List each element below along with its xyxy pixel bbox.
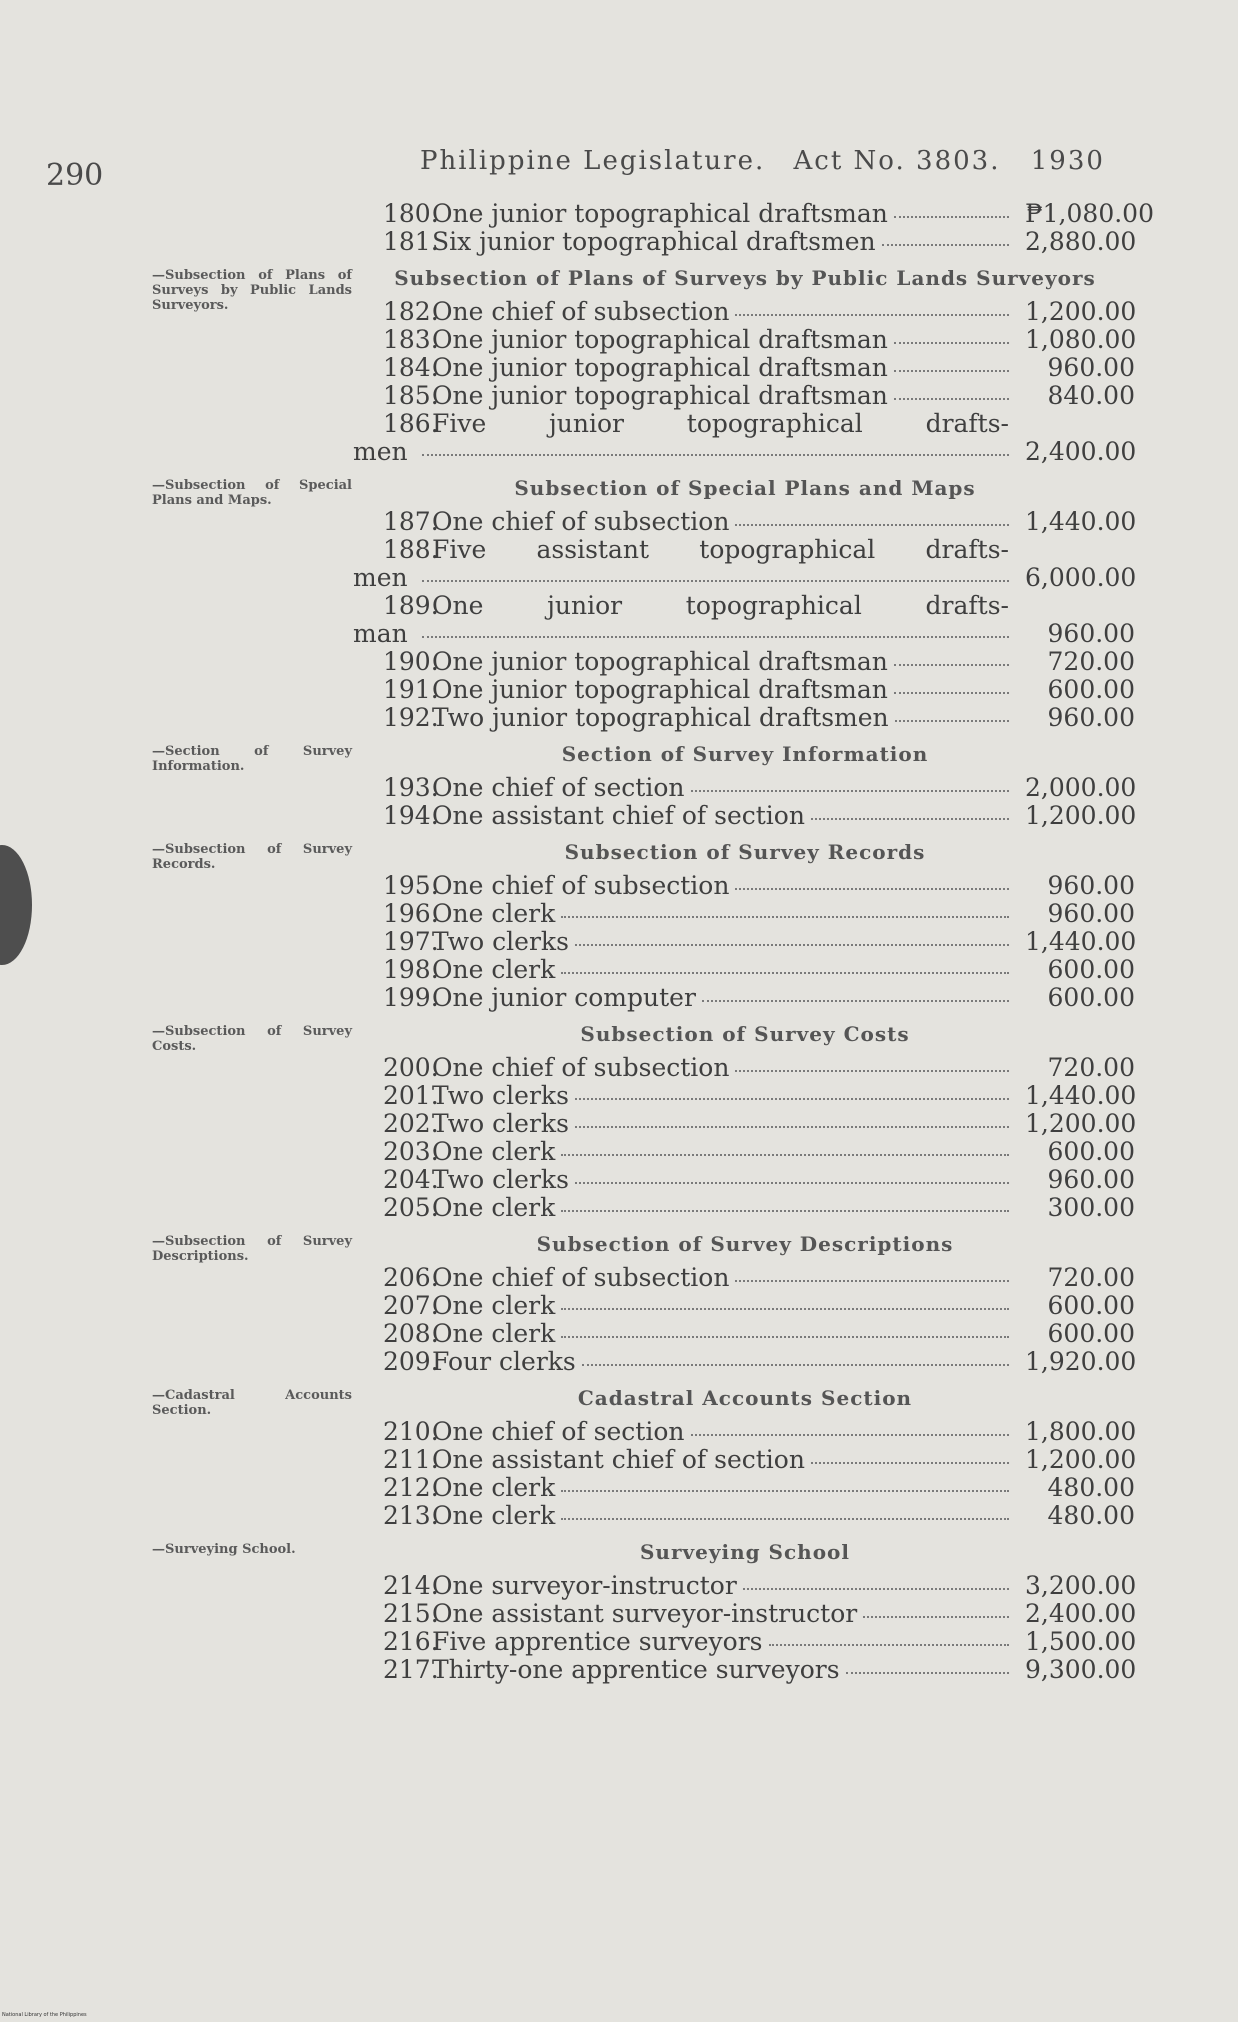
line-item	[355, 228, 1135, 256]
item-number: 208.	[383, 1319, 439, 1348]
line-item	[355, 326, 1135, 354]
item-amount: 1,200.00	[1025, 1109, 1137, 1138]
item-amount: 720.00	[1047, 1263, 1135, 1292]
margin-note: —Subsection of Plans of Surveys by Public Lands Surveyors.	[152, 268, 352, 313]
line-item	[355, 1194, 1135, 1222]
item-description-continuation: man	[353, 619, 408, 648]
item-description: One surveyor-instructor	[432, 1571, 737, 1600]
item-number: 195.	[383, 871, 439, 900]
item-amount: 300.00	[1047, 1193, 1135, 1222]
item-amount: 1,440.00	[1025, 1081, 1137, 1110]
item-amount: 1,500.00	[1025, 1627, 1137, 1656]
line-item	[355, 928, 1135, 956]
item-number: 180.	[383, 199, 439, 228]
item-description: One junior computer	[432, 983, 696, 1012]
item-number: 212.	[383, 1473, 439, 1502]
running-head-act: Act No. 3803.	[793, 146, 1001, 176]
page-number: 290	[46, 158, 104, 193]
item-description: Two clerks	[432, 1109, 569, 1138]
item-amount: 1,440.00	[1025, 927, 1137, 956]
item-description: Four clerks	[432, 1347, 576, 1376]
item-description: One junior topographical draftsman	[432, 675, 888, 704]
item-description: One chief of subsection	[432, 507, 730, 536]
item-description: One junior topographical draftsman	[432, 647, 888, 676]
dot-leader	[769, 1644, 1009, 1646]
item-description: Two junior topographical draftsmen	[432, 703, 889, 732]
item-description: One clerk	[432, 1291, 556, 1320]
dot-leader	[894, 398, 1009, 400]
item-description: Two clerks	[432, 1165, 569, 1194]
item-amount: 600.00	[1047, 675, 1135, 704]
item-description: One clerk	[432, 955, 556, 984]
dot-leader	[575, 944, 1009, 946]
item-amount: 600.00	[1047, 1291, 1135, 1320]
item-number: 198.	[383, 955, 439, 984]
item-amount: 720.00	[1047, 1053, 1135, 1082]
item-amount: 600.00	[1047, 955, 1135, 984]
item-number: 185.	[383, 381, 439, 410]
item-number: 214.	[383, 1571, 439, 1600]
item-description-continuation: men	[353, 563, 408, 592]
item-amount: 3,200.00	[1025, 1571, 1137, 1600]
dot-leader	[882, 244, 1009, 246]
item-description: One chief of section	[432, 773, 685, 802]
line-item-continuation	[353, 620, 1135, 648]
dot-leader	[422, 454, 1009, 456]
line-item	[355, 648, 1135, 676]
margin-note: —Subsection of Survey Records.	[152, 842, 352, 872]
item-number: 193.	[383, 773, 439, 802]
item-description: One chief of subsection	[432, 871, 730, 900]
line-item	[355, 1138, 1135, 1166]
section-heading: Cadastral Accounts Section	[577, 1386, 913, 1410]
line-item	[355, 900, 1135, 928]
item-description-continuation: men	[353, 437, 408, 466]
dot-leader	[811, 1462, 1009, 1464]
item-number: 200.	[383, 1053, 439, 1082]
item-amount: 2,880.00	[1025, 227, 1137, 256]
line-item	[355, 872, 1135, 900]
dot-leader	[894, 216, 1009, 218]
dot-leader	[863, 1616, 1009, 1618]
item-number: 182.	[383, 297, 439, 326]
line-item	[355, 1348, 1135, 1376]
item-description: Five apprentice surveyors	[432, 1627, 763, 1656]
dot-leader	[582, 1364, 1009, 1366]
dot-leader	[561, 1154, 1009, 1156]
item-description: One chief of subsection	[432, 1263, 730, 1292]
item-amount: 600.00	[1047, 983, 1135, 1012]
dot-leader	[735, 524, 1009, 526]
item-description: Five assistant topographical drafts-	[432, 535, 1009, 564]
item-number: 206.	[383, 1263, 439, 1292]
line-item	[355, 1054, 1135, 1082]
line-item	[355, 676, 1135, 704]
item-amount: 1,920.00	[1025, 1347, 1137, 1376]
item-number: 190.	[383, 647, 439, 676]
line-item	[355, 354, 1135, 382]
item-description: One clerk	[432, 1193, 556, 1222]
item-number: 199.	[383, 983, 439, 1012]
item-description: One clerk	[432, 899, 556, 928]
line-item	[355, 1418, 1135, 1446]
line-item	[355, 1082, 1135, 1110]
dot-leader	[691, 790, 1009, 792]
dot-leader	[575, 1182, 1009, 1184]
thumb-shadow	[0, 845, 32, 965]
item-description: One assistant chief of section	[432, 801, 805, 830]
margin-note: —Subsection of Special Plans and Maps.	[152, 478, 352, 508]
item-amount: 960.00	[1047, 899, 1135, 928]
dot-leader	[894, 370, 1009, 372]
item-amount: 480.00	[1047, 1501, 1135, 1530]
appropriation-list	[353, 199, 1154, 1684]
item-amount: 6,000.00	[1025, 563, 1137, 592]
item-amount: 960.00	[1047, 353, 1135, 382]
item-description: One junior topographical draftsman	[432, 353, 888, 382]
line-item	[355, 536, 1135, 564]
dot-leader	[422, 636, 1009, 638]
running-head	[420, 146, 1105, 176]
section-heading: Subsection of Special Plans and Maps	[514, 476, 976, 500]
section-heading: Subsection of Plans of Surveys by Public Lands Surveyors	[394, 266, 1096, 290]
item-description: One junior topographical draftsman	[432, 381, 888, 410]
dot-leader	[561, 1336, 1009, 1338]
item-number: 213.	[383, 1501, 439, 1530]
item-amount: 2,400.00	[1025, 437, 1137, 466]
item-number: 217.	[383, 1655, 439, 1684]
dot-leader	[894, 342, 1009, 344]
dot-leader	[561, 1490, 1009, 1492]
item-number: 210.	[383, 1417, 439, 1446]
item-number: 209.	[383, 1347, 439, 1376]
item-description: One clerk	[432, 1319, 556, 1348]
margin-note: —Surveying School.	[152, 1542, 296, 1557]
item-amount: 960.00	[1047, 871, 1135, 900]
line-item	[355, 956, 1135, 984]
dot-leader	[561, 1210, 1009, 1212]
item-description: One chief of section	[432, 1417, 685, 1446]
item-number: 207.	[383, 1291, 439, 1320]
line-item	[355, 704, 1135, 732]
item-description: One junior topographical drafts-	[432, 591, 1009, 620]
line-item	[355, 410, 1135, 438]
item-amount: 480.00	[1047, 1473, 1135, 1502]
dot-leader	[735, 888, 1009, 890]
item-description: Six junior topographical draftsmen	[432, 227, 876, 256]
footer-credit: National Library of the Philippines	[2, 2012, 87, 2018]
line-item	[355, 1628, 1135, 1656]
item-description: One clerk	[432, 1137, 556, 1166]
dot-leader	[735, 1280, 1009, 1282]
margin-note: —Section of Survey Information.	[152, 744, 352, 774]
item-amount: 1,080.00	[1025, 325, 1137, 354]
item-amount: 600.00	[1047, 1137, 1135, 1166]
item-number: 197.	[383, 927, 439, 956]
dot-leader	[561, 1308, 1009, 1310]
item-amount: 1,200.00	[1025, 297, 1137, 326]
line-item	[355, 1110, 1135, 1138]
item-amount: 960.00	[1047, 1165, 1135, 1194]
item-amount: 960.00	[1047, 703, 1135, 732]
margin-note: —Subsection of Survey Descriptions.	[152, 1234, 352, 1264]
line-item	[355, 508, 1135, 536]
line-item-continuation	[353, 438, 1135, 466]
item-amount: 2,000.00	[1025, 773, 1137, 802]
dot-leader	[894, 692, 1009, 694]
item-amount: 1,200.00	[1025, 1445, 1137, 1474]
item-amount: 840.00	[1047, 381, 1135, 410]
item-description: One clerk	[432, 1473, 556, 1502]
dot-leader	[422, 580, 1009, 582]
item-description: Thirty-one apprentice surveyors	[432, 1655, 840, 1684]
item-amount: 960.00	[1047, 619, 1135, 648]
item-number: 191.	[383, 675, 439, 704]
section-heading: Subsection of Survey Costs	[580, 1022, 910, 1046]
line-item	[355, 1474, 1135, 1502]
dot-leader	[735, 314, 1009, 316]
dot-leader	[575, 1098, 1009, 1100]
line-item	[355, 592, 1135, 620]
item-number: 201.	[383, 1081, 439, 1110]
dot-leader	[735, 1070, 1009, 1072]
line-item	[355, 298, 1135, 326]
item-amount: 1,200.00	[1025, 801, 1137, 830]
dot-leader	[561, 916, 1009, 918]
item-amount: 2,400.00	[1025, 1599, 1137, 1628]
margin-note: —Subsection of Survey Costs.	[152, 1024, 352, 1054]
dot-leader	[575, 1126, 1009, 1128]
item-amount: 9,300.00	[1025, 1655, 1137, 1684]
item-number: 203.	[383, 1137, 439, 1166]
item-number: 204.	[383, 1165, 439, 1194]
item-number: 192.	[383, 703, 439, 732]
item-description: One chief of subsection	[432, 297, 730, 326]
line-item	[355, 1264, 1135, 1292]
section-heading: Surveying School	[639, 1540, 850, 1564]
item-amount: ₱1,080.00	[1025, 199, 1154, 228]
item-amount: 1,800.00	[1025, 1417, 1137, 1446]
item-description: Two clerks	[432, 927, 569, 956]
item-description: One junior topographical draftsman	[432, 325, 888, 354]
line-item	[355, 1320, 1135, 1348]
item-description: One clerk	[432, 1501, 556, 1530]
item-description: One chief of subsection	[432, 1053, 730, 1082]
item-number: 196.	[383, 899, 439, 928]
line-item-continuation	[353, 564, 1135, 592]
item-number: 186.	[383, 409, 439, 438]
section-heading: Subsection of Survey Descriptions	[536, 1232, 954, 1256]
line-item	[355, 802, 1135, 830]
item-number: 205.	[383, 1193, 439, 1222]
line-item	[355, 1600, 1135, 1628]
dot-leader	[561, 1518, 1009, 1520]
line-item	[355, 1446, 1135, 1474]
item-description: Two clerks	[432, 1081, 569, 1110]
dot-leader	[846, 1672, 1009, 1674]
item-number: 215.	[383, 1599, 439, 1628]
item-amount: 600.00	[1047, 1319, 1135, 1348]
line-item	[355, 1502, 1135, 1530]
item-number: 184.	[383, 353, 439, 382]
running-head-year: 1930	[1030, 146, 1105, 176]
item-number: 181.	[383, 227, 439, 256]
line-item	[355, 984, 1135, 1012]
dot-leader	[894, 664, 1009, 666]
running-head-title: Philippine Legislature.	[420, 146, 766, 176]
item-number: 188.	[383, 535, 439, 564]
line-item	[355, 382, 1135, 410]
line-item	[355, 774, 1135, 802]
section-heading: Subsection of Survey Records	[564, 840, 926, 864]
item-number: 194.	[383, 801, 439, 830]
item-number: 189.	[383, 591, 439, 620]
item-amount: 1,440.00	[1025, 507, 1137, 536]
dot-leader	[691, 1434, 1009, 1436]
item-description: One assistant chief of section	[432, 1445, 805, 1474]
item-number: 211.	[383, 1445, 439, 1474]
dot-leader	[561, 972, 1009, 974]
line-item	[355, 1166, 1135, 1194]
section-heading: Section of Survey Information	[561, 742, 929, 766]
item-description: One assistant surveyor-instructor	[432, 1599, 858, 1628]
dot-leader	[702, 1000, 1009, 1002]
item-amount: 720.00	[1047, 647, 1135, 676]
item-number: 216.	[383, 1627, 439, 1656]
line-item	[355, 199, 1154, 228]
margin-note: —Cadastral Accounts Section.	[152, 1388, 352, 1418]
line-item	[355, 1572, 1135, 1600]
line-item	[355, 1292, 1135, 1320]
item-number: 187.	[383, 507, 439, 536]
item-description: Five junior topographical drafts-	[432, 409, 1009, 438]
dot-leader	[895, 720, 1009, 722]
item-number: 202.	[383, 1109, 439, 1138]
line-item	[355, 1656, 1135, 1684]
item-description: One junior topographical draftsman	[432, 199, 888, 228]
dot-leader	[743, 1588, 1009, 1590]
item-number: 183.	[383, 325, 439, 354]
dot-leader	[811, 818, 1009, 820]
